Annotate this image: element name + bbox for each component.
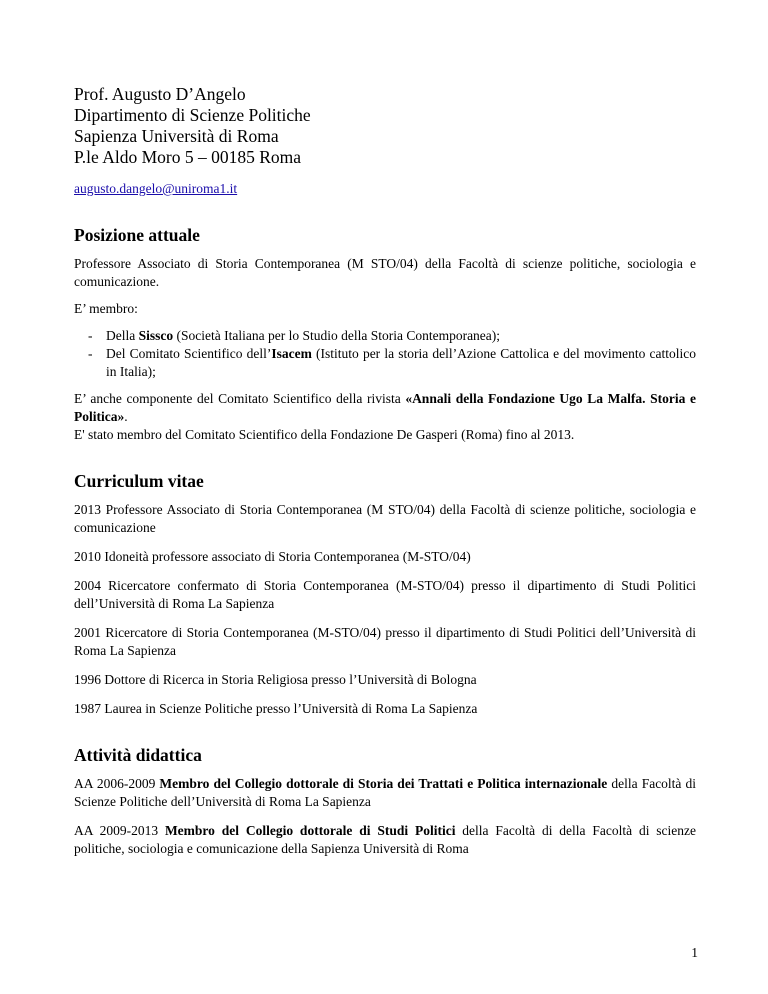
cv-entry: 2013 Professore Associato di Storia Contemporanea (M STO/04) della Facoltà di scienze politiche, sociologia e comunicazione (74, 502, 696, 535)
item-text: (Società Italiana per lo Studio della Storia Contemporanea); (173, 328, 501, 343)
item-text: Del Comitato Scientifico dell’ (106, 346, 272, 361)
address-block (74, 84, 696, 168)
componente-text: . (124, 409, 128, 424)
posizione-intro: Professore Associato di Storia Contemporanea (M STO/04) della Facoltà di scienze politiche, sociologia e comunicazione. (74, 256, 696, 289)
componente-text: E’ anche componente del Comitato Scientifico della rivista (74, 391, 406, 406)
item-bold: Isacem (271, 346, 312, 361)
department-name: Dipartimento di Scienze Politiche (74, 105, 311, 125)
document-content (74, 84, 696, 858)
cv-entry: 2004 Ricercatore confermato di Storia Contemporanea (M-STO/04) presso il dipartimento di Studi Politici dell’Università di Roma La Sapienza (74, 578, 696, 611)
degasperi-paragraph: E' stato membro del Comitato Scientifico della Fondazione De Gasperi (Roma) fino al 2013. (74, 427, 575, 442)
section-title-didattica: Attività didattica (74, 745, 202, 765)
membro-label: E’ membro: (74, 301, 138, 316)
address-line: P.le Aldo Moro 5 – 00185 Roma (74, 147, 302, 167)
page-number: 1 (691, 945, 698, 960)
entry-years: AA 2006-2009 (74, 776, 160, 791)
professor-name: Prof. Augusto D’Angelo (74, 84, 246, 104)
entry-role: Membro del Collegio dottorale di Studi Politici (164, 823, 456, 838)
item-bold: Sissco (138, 328, 174, 343)
dash-bullet: - (88, 346, 93, 361)
email-link[interactable]: augusto.dangelo@uniroma1.it (74, 181, 238, 196)
cv-entry: 1996 Dottore di Ricerca in Storia Religiosa presso l’Università di Bologna (74, 672, 477, 687)
list-item (74, 327, 696, 345)
entry-text: della Facoltà di della Facoltà di scienze politiche, sociologia e comunicazione della Sapienza Università di Roma (74, 823, 697, 856)
entry-role: Membro del Collegio dottorale di Storia dei Trattati e Politica internazionale (159, 776, 608, 791)
section-title-curriculum: Curriculum vitae (74, 471, 204, 491)
entry-years: AA 2009-2013 (74, 823, 165, 838)
membership-list (74, 327, 696, 381)
entry-text: della Facoltà di Scienze Politiche dell’Università di Roma La Sapienza (74, 776, 696, 809)
dash-bullet: - (88, 328, 93, 343)
item-text: (Istituto per la storia dell’Azione Cattolica e del movimento cattolico in Italia); (106, 346, 696, 379)
list-item (74, 345, 696, 381)
componente-paragraph (74, 390, 696, 426)
didattica-entry (74, 775, 696, 811)
university-name: Sapienza Università di Roma (74, 126, 279, 146)
journal-name: «Annali della Fondazione Ugo La Malfa. Storia e Politica» (74, 391, 696, 424)
item-text: Della (106, 328, 139, 343)
cv-entry: 2001 Ricercatore di Storia Contemporanea (M-STO/04) presso il dipartimento di Studi Politici dell’Università di Roma La Sapienza (74, 625, 696, 658)
cv-entry: 1987 Laurea in Scienze Politiche presso l’Università di Roma La Sapienza (74, 701, 478, 716)
cv-entry: 2010 Idoneità professore associato di Storia Contemporanea (M-STO/04) (74, 549, 471, 564)
section-title-posizione: Posizione attuale (74, 225, 200, 245)
didattica-entry (74, 822, 696, 858)
